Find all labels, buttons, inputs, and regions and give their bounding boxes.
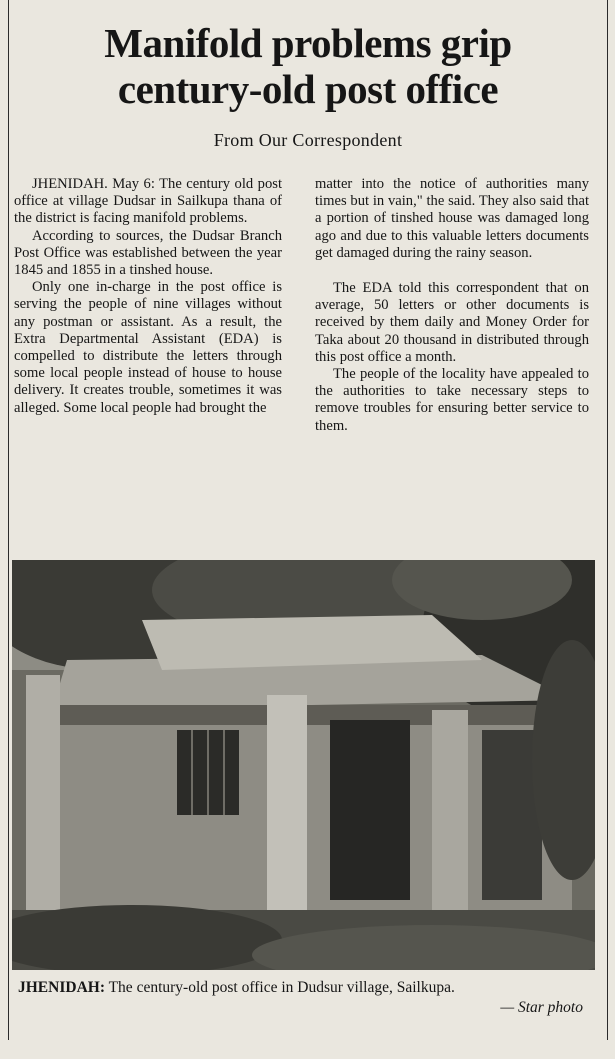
article-paragraph: matter into the notice of authorities many times but in vain," the said. They also said that a portion of tinshed house was damaged long ago and due to this valuable letters documents get damaged during the rainy season. xyxy=(315,176,589,261)
article-paragraph: Only one in-charge in the post office is serving the people of nine villages without any postman or assistant. As a result, the Extra Departmental Assistant (EDA) is compelled to distribute the letters through some local people instead of house to house delivery. It creates trouble, sometimes it was alleged. Some local people had brought the xyxy=(14,279,282,416)
headline-line-2: century-old post office xyxy=(117,66,499,112)
article-paragraph: The EDA told this correspondent that on average, 50 letters or other documents is received by them daily and Money Order for Taka about 20 thousand in distributed through this post office a month. xyxy=(315,280,589,365)
article-paragraph: JHENIDAH. May 6: The century old post office at village Dudsar in Sailkupa thana of the district is facing manifold problems. xyxy=(14,176,282,227)
photo-caption xyxy=(18,978,583,1018)
byline: From Our Correspondent xyxy=(213,130,403,150)
article-column-left xyxy=(14,176,282,417)
photograph-of-old-post-office-building xyxy=(12,560,595,970)
headline xyxy=(9,20,607,112)
headline-line-1: Manifold problems grip xyxy=(104,20,512,66)
photo-credit: — Star photo xyxy=(500,999,583,1016)
caption-place: JHENIDAH: xyxy=(18,979,105,996)
article-column-right xyxy=(315,176,589,435)
article-paragraph: The people of the locality have appealed to the authorities to take necessary steps to remove troubles for ensuring better service to them. xyxy=(315,366,589,434)
photo-illustration xyxy=(12,560,595,970)
article-paragraph: According to sources, the Dudsar Branch Post Office was established between the year 1845 and 1855 in a tinshed house. xyxy=(14,227,282,279)
caption-text: The century-old post office in Dudsur village, Sailkupa. xyxy=(108,979,455,996)
